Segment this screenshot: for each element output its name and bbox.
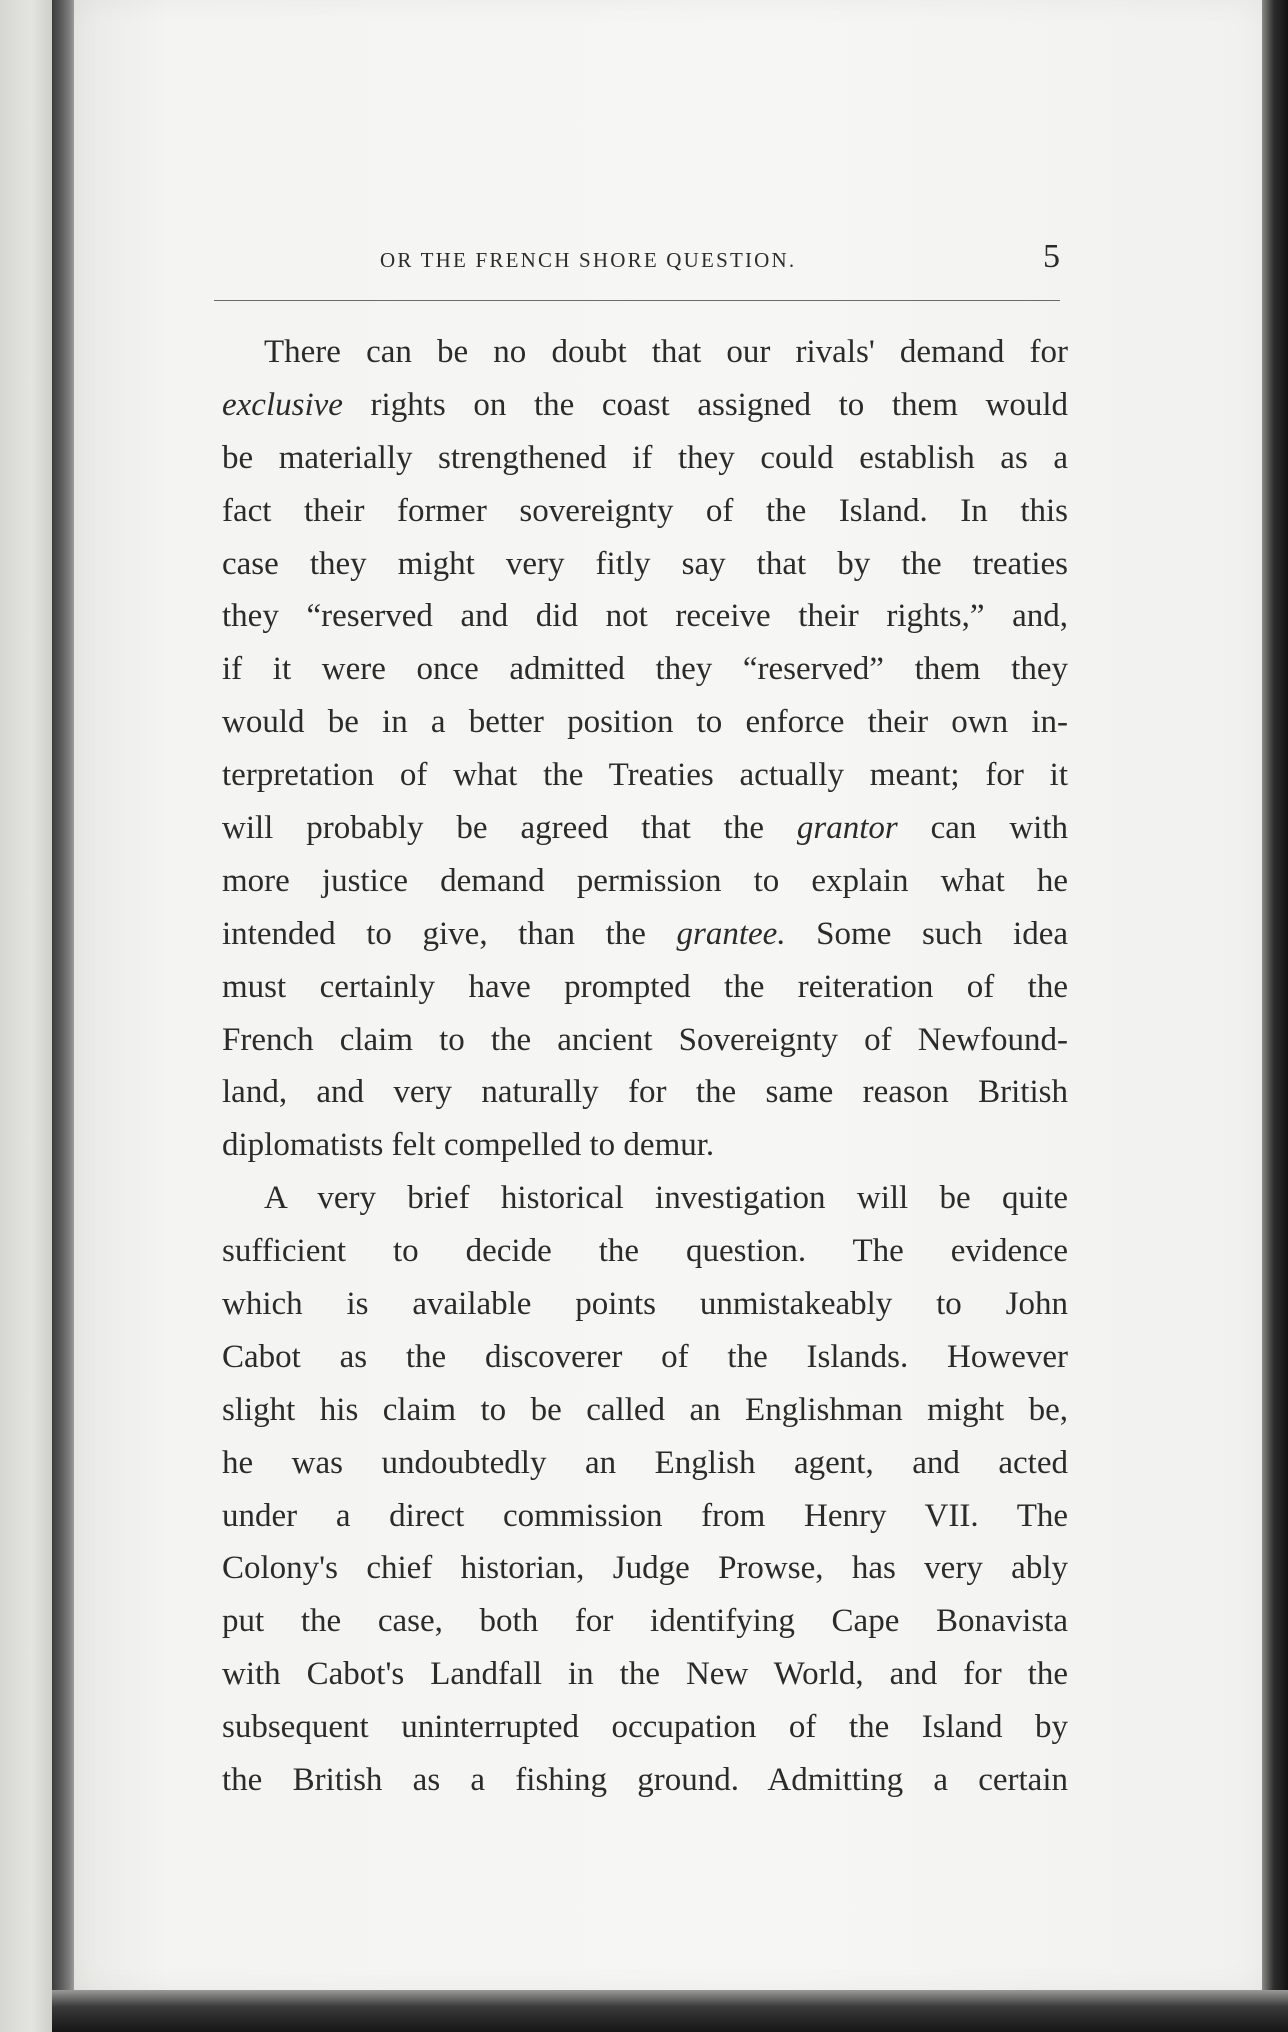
text-line: slight his claim to be called an Englishman might be, [222,1391,1068,1428]
text-line: Colony's chief historian, Judge Prowse, has very ably [222,1550,1068,1587]
text-line: intended to give, than the grantee. Some such idea [222,915,1069,952]
text-line: Cabot as the discoverer of the Islands. However [222,1338,1068,1375]
text-line: with Cabot's Landfall in the New World, and for the [222,1656,1068,1693]
body-text [222,326,1068,1807]
text-line: if it were once admitted they “reserved” them they [222,651,1068,688]
page-right-edge [1262,0,1288,2032]
text-line: sufficient to decide the question. The evidence [222,1233,1068,1270]
page-bottom-edge [52,1990,1288,2032]
running-title: OR THE FRENCH SHORE QUESTION. [380,248,797,272]
text-line: will probably be agreed that the grantor can with [222,810,1068,847]
text-line: A very brief historical investigation will be quite [264,1180,1068,1217]
text-line: subsequent uninterrupted occupation of the Island by [222,1709,1068,1746]
text-line: the British as a fishing ground. Admitting a certain [222,1762,1068,1799]
text-line: he was undoubtedly an English agent, and acted [222,1444,1068,1481]
text-line: put the case, both for identifying Cape Bonavista [222,1603,1068,1640]
paragraph [222,326,1068,1172]
text-line: more justice demand permission to explain what he [222,862,1068,899]
text-line: French claim to the ancient Sovereignty of Newfound- [222,1021,1068,1058]
text-line: exclusive rights on the coast assigned to them would [222,386,1068,423]
text-line: they “reserved and did not receive their rights,” and, [222,598,1068,635]
text-line: which is available points unmistakeably to John [222,1286,1068,1323]
italic-word: grantor [796,810,898,847]
paragraph [222,1172,1068,1807]
running-head [214,238,1060,298]
text-line: under a direct commission from Henry VII. The [222,1497,1068,1534]
text-line: would be in a better position to enforce their own in- [222,704,1068,741]
text-line: be materially strengthened if they could establish as a [222,439,1068,476]
text-line: land, and very naturally for the same reason British [222,1074,1068,1111]
page-number: 5 [1043,238,1060,275]
italic-word: exclusive [222,386,343,423]
text-line: terpretation of what the Treaties actually meant; for it [222,757,1068,794]
text-line: must certainly have prompted the reiteration of the [222,968,1068,1005]
italic-word: grantee. [676,915,786,952]
facing-page-edge [0,0,52,2032]
text-line: case they might very fitly say that by the treaties [222,545,1068,582]
book-gutter [52,0,74,2032]
text-line: There can be no doubt that our rivals' demand for [264,334,1068,370]
text-line: diplomatists felt compelled to demur. [222,1127,715,1164]
header-rule [214,300,1060,301]
text-line: fact their former sovereignty of the Island. In this [222,492,1068,529]
